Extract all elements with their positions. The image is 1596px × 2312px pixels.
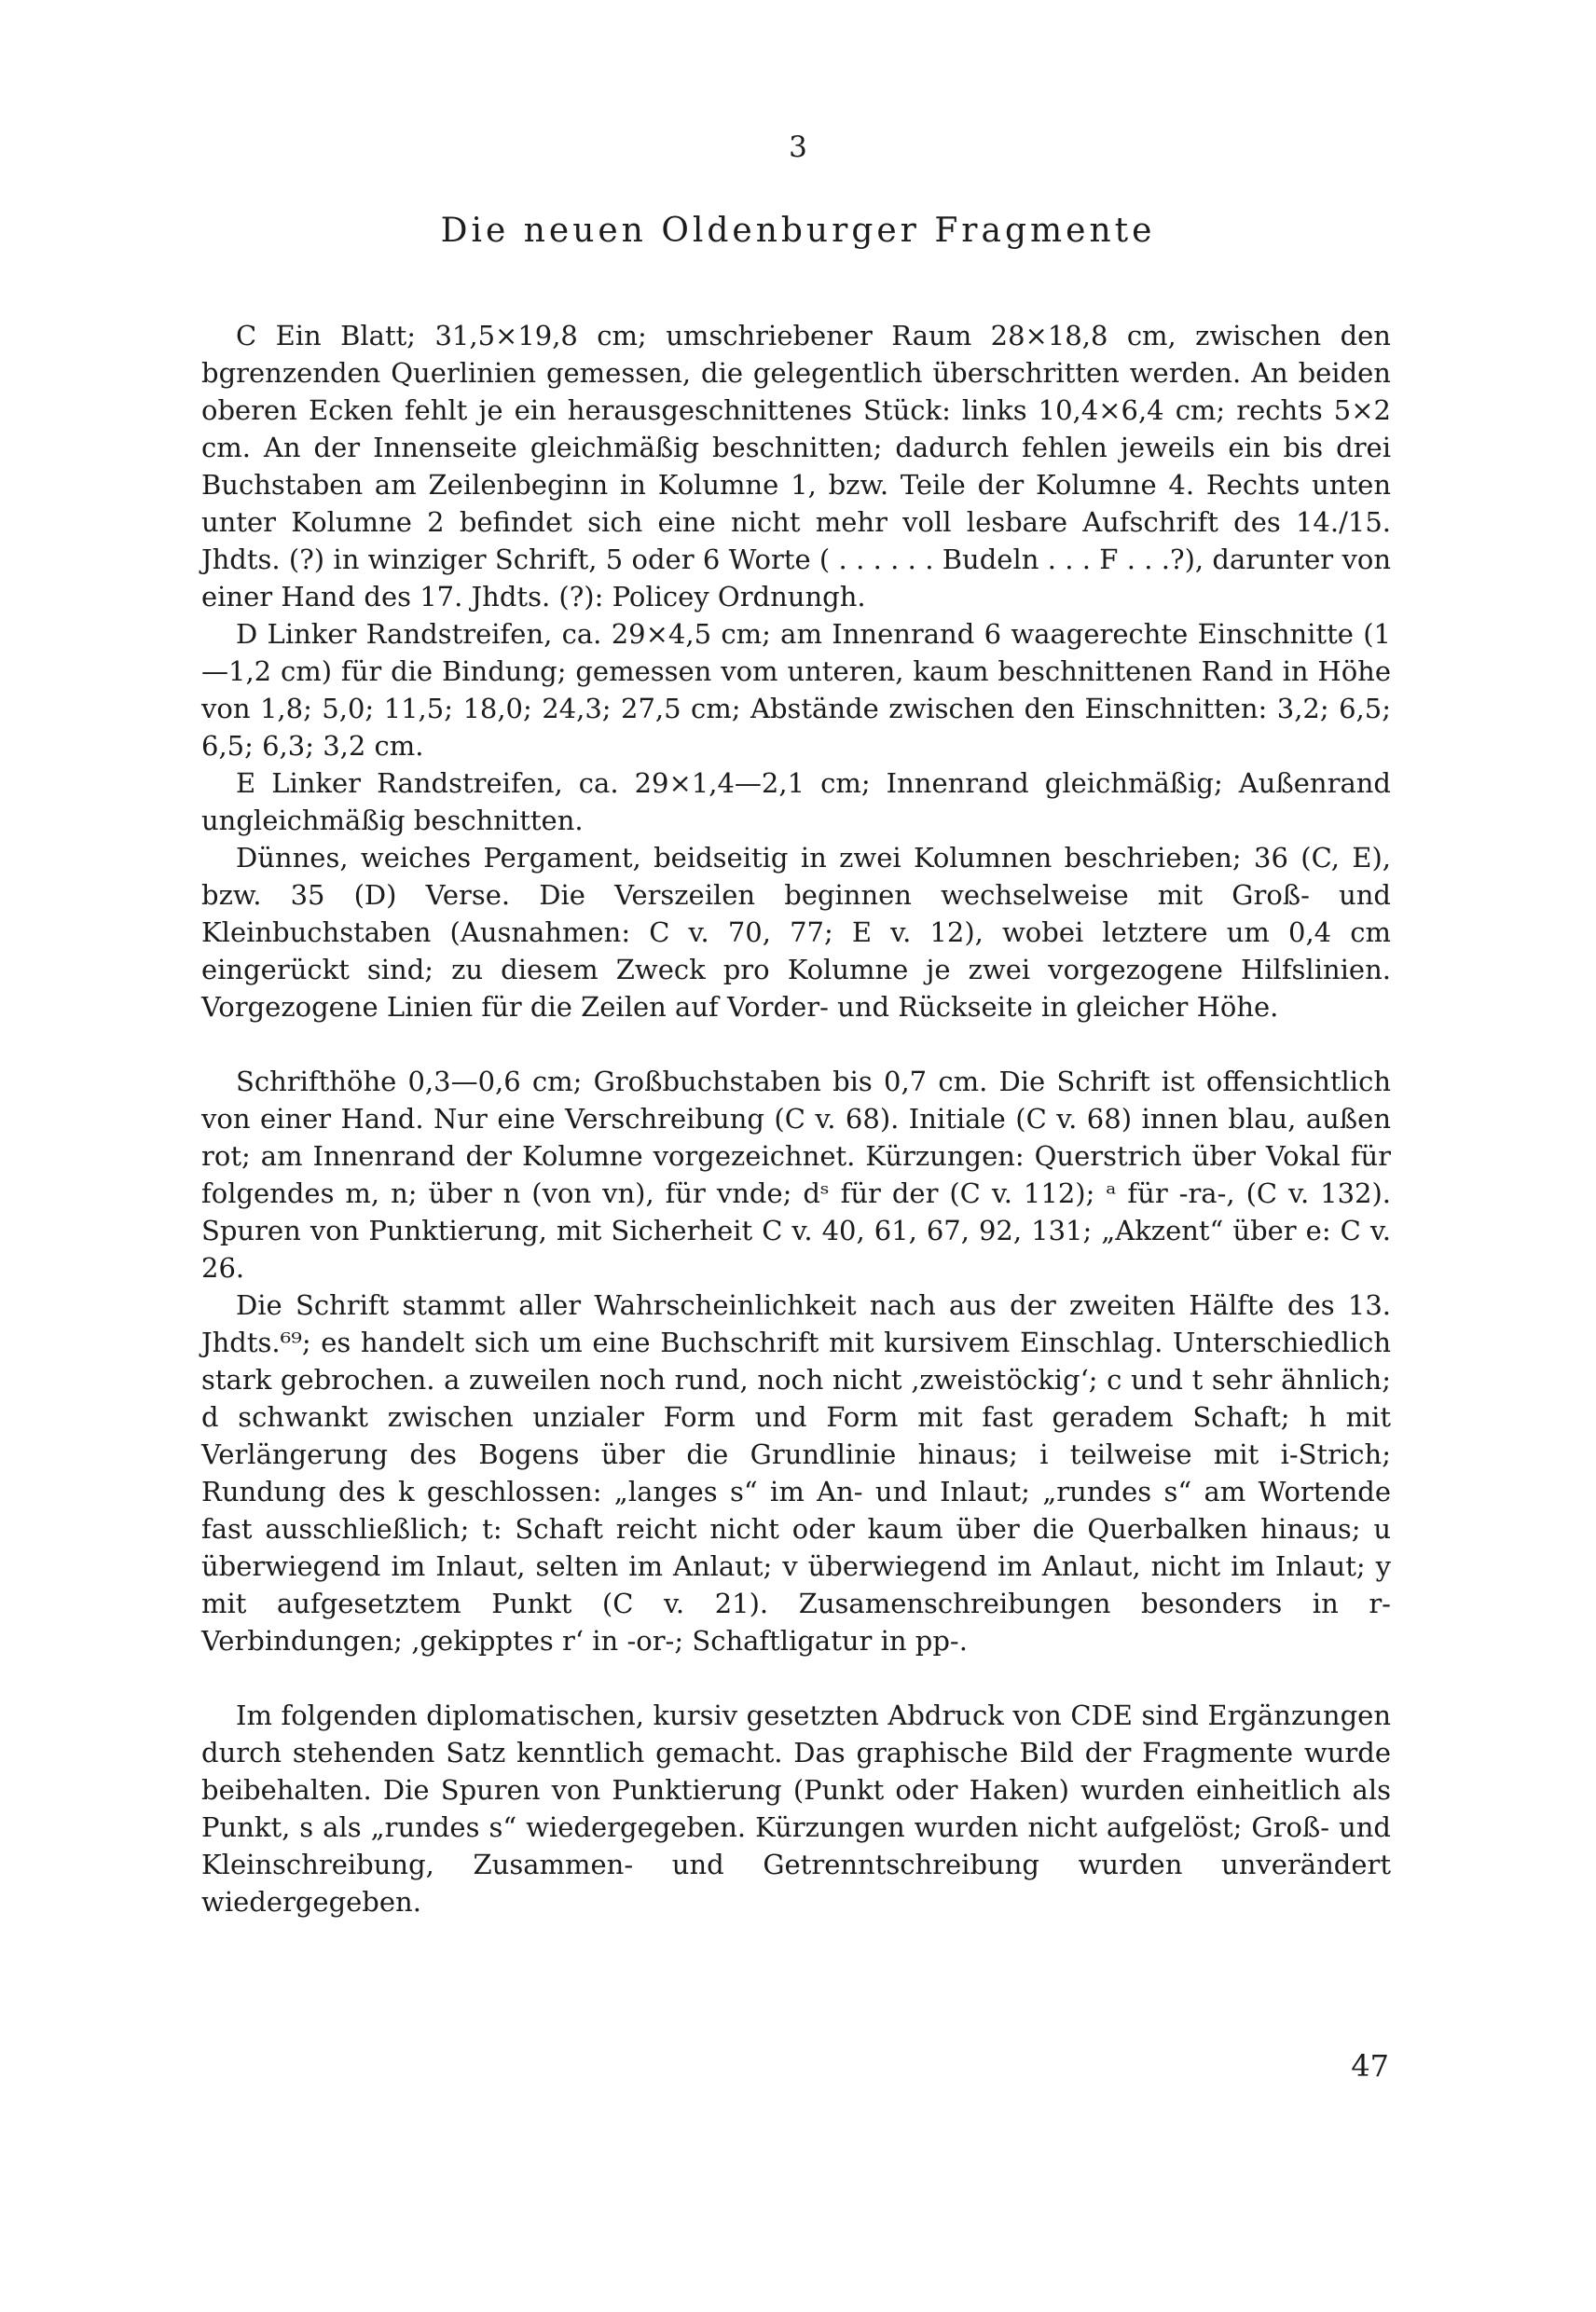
paragraph-parchment: Dünnes, weiches Pergament, beidseitig in zwei Kolumnen beschrieben; 36 (C, E), bzw. 35 (D) Verse. Die Verszeilen beginnen wechselweise mit Groß- und Kleinbuchstaben (Ausnahmen: C v. 70, 77; E v. 12), wobei letztere um 0,4 cm eingerückt sind; zu diesem Zweck pro Kolumne je zwei vorgezogene Hilfslinien. Vorgezogene Linien für die Zeilen auf Vorder- und Rückseite in gleicher Höhe.	[201, 842, 1391, 1023]
paragraph-gap	[201, 1659, 1391, 1697]
paragraph-script-height: Schrifthöhe 0,3—0,6 cm; Großbuchstaben bis 0,7 cm. Die Schrift ist offensichtlich von einer Hand. Nur eine Verschreibung (C v. 68). Initiale (C v. 68) innen blau, außen rot; am Innenrand der Kolumne vorgezeichnet. Kürzungen: Querstrich über Vokal für folgendes m, n; über n (von vn), für vnde; dˢ für der (C v. 112); ᵃ für -ra-, (C v. 132). Spuren von Punktierung, mit Sicherheit C v. 40, 61, 67, 92, 131; „Akzent“ über e: C v. 26.	[201, 1066, 1391, 1284]
body-text	[201, 317, 1391, 1920]
paragraph-edition-notes: Im folgenden diplomatischen, kursiv gesetzten Abdruck von CDE sind Ergänzungen durch stehenden Satz kenntlich gemacht. Das graphische Bild der Fragmente wurde beibehalten. Die Spuren von Punktierung (Punkt oder Haken) wurden einheitlich als Punkt, s als „rundes s“ wiedergegeben. Kürzungen wurden nicht aufgelöst; Groß- und Kleinschreibung, Zusammen- und Getrenntschreibung wurden unverändert wiedergegeben.	[201, 1700, 1391, 1918]
paragraph-fragment-e: E Linker Randstreifen, ca. 29×1,4—2,1 cm; Innenrand gleichmäßig; Außenrand ungleichmäßig beschnitten.	[201, 767, 1391, 836]
page-number: 47	[1351, 2048, 1389, 2084]
chapter-number: 3	[789, 131, 807, 164]
paragraph-script-dating: Die Schrift stammt aller Wahrscheinlichkeit nach aus der zweiten Hälfte des 13. Jhdts.⁶⁹; es handelt sich um eine Buchschrift mit kursivem Einschlag. Unterschiedlich stark gebrochen. a zuweilen noch rund, noch nicht ‚zweistöckig‘; c und t sehr ähnlich; d schwankt zwischen unzialer Form und Form mit fast geradem Schaft; h mit Verlängerung des Bogens über die Grundlinie hinaus; i teilweise mit i-Strich; Rundung des k geschlossen: „langes s“ im An- und Inlaut; „rundes s“ am Wortende fast ausschließlich; t: Schaft reicht nicht oder kaum über die Querbalken hinaus; u überwiegend im Inlaut, selten im Anlaut; v überwiegend im Anlaut, nicht im Inlaut; y mit aufgesetztem Punkt (C v. 21). Zusamenschreibungen besonders in r-Verbindungen; ‚gekipptes r‘ in -or-; Schaftligatur in pp-.	[201, 1289, 1391, 1657]
paragraph-fragment-d: D Linker Randstreifen, ca. 29×4,5 cm; am Innenrand 6 waagerechte Einschnitte (1—1,2 cm) für die Bindung; gemessen vom unteren, kaum beschnittenen Rand in Höhe von 1,8; 5,0; 11,5; 18,0; 24,3; 27,5 cm; Abstände zwischen den Einschnitten: 3,2; 6,5; 6,5; 6,3; 3,2 cm.	[201, 618, 1391, 762]
paragraph-gap	[201, 1025, 1391, 1063]
chapter-title: Die neuen Oldenburger Fragmente	[440, 212, 1156, 250]
paragraph-fragment-c: C Ein Blatt; 31,5×19,8 cm; umschriebener Raum 28×18,8 cm, zwischen den bgrenzenden Querlinien gemessen, die gelegentlich überschritten werden. An beiden oberen Ecken fehlt je ein herausgeschnittenes Stück: links 10,4×6,4 cm; rechts 5×2 cm. An der Innenseite gleichmäßig beschnitten; dadurch fehlen jeweils ein bis drei Buchstaben am Zeilenbeginn in Kolumne 1, bzw. Teile der Kolumne 4. Rechts unten unter Kolumne 2 befindet sich eine nicht mehr voll lesbare Aufschrift des 14./15. Jhdts. (?) in winziger Schrift, 5 oder 6 Worte ( . . . . . . Budeln . . . F . . .?), darunter von einer Hand des 17. Jhdts. (?): Policey Ordnungh.	[201, 320, 1391, 612]
